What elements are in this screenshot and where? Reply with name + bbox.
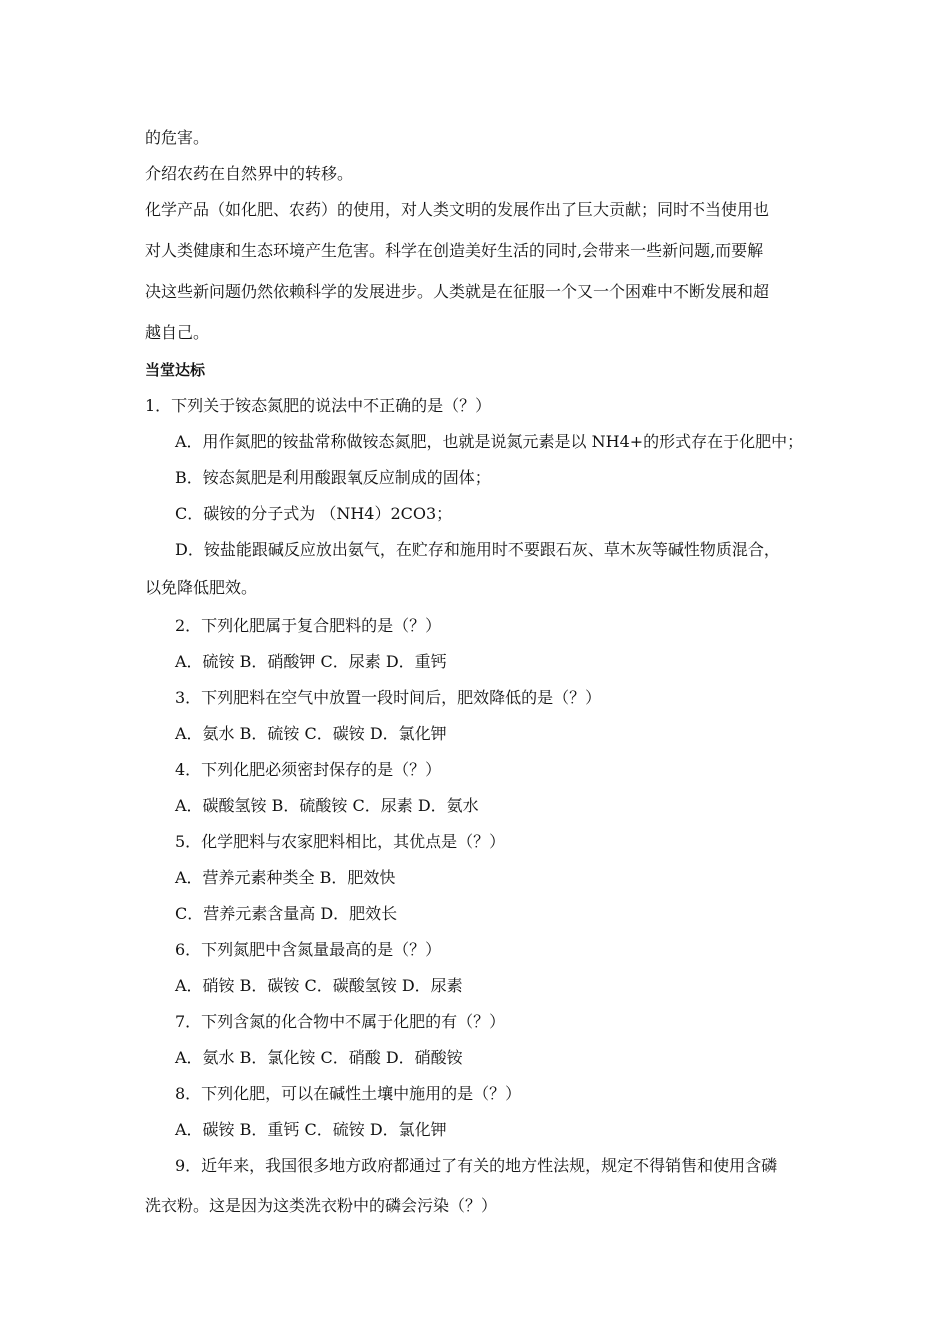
q5-stem: 5．化学肥料与农家肥料相比，其优点是（？） bbox=[175, 832, 506, 851]
q5-options-1: A．营养元素种类全 B．肥效快 bbox=[175, 868, 396, 887]
q9-stem-cont: 洗衣粉。这是因为这类洗衣粉中的磷会污染（？） bbox=[145, 1196, 498, 1215]
paragraph-line-2: 对人类健康和生态环境产生危害。科学在创造美好生活的同时,会带来一些新问题,而要解 bbox=[145, 241, 764, 260]
q2-options: A．硫铵 B．硝酸钾 C．尿素 D．重钙 bbox=[175, 652, 447, 671]
q7-stem: 7．下列含氮的化合物中不属于化肥的有（？） bbox=[175, 1012, 506, 1031]
paragraph-line-3: 决这些新问题仍然依赖科学的发展进步。人类就是在征服一个又一个困难中不断发展和超 bbox=[145, 282, 770, 301]
section-title: 当堂达标 bbox=[145, 361, 206, 379]
paragraph-line-1: 化学产品（如化肥、农药）的使用，对人类文明的发展作出了巨大贡献；同时不当使用也 bbox=[145, 200, 770, 219]
q1-option-b: B．铵态氮肥是利用酸跟氧反应制成的固体； bbox=[175, 468, 491, 487]
q1-option-c: C．碳铵的分子式为 （NH4）2CO3； bbox=[175, 504, 453, 523]
q6-options: A．硝铵 B．碳铵 C．碳酸氢铵 D．尿素 bbox=[175, 976, 463, 995]
q1-stem: 1．下列关于铵态氮肥的说法中不正确的是（？） bbox=[145, 396, 492, 415]
q5-options-2: C．营养元素含量高 D．肥效长 bbox=[175, 904, 398, 923]
q1-option-a: A．用作氮肥的铵盐常称做铵态氮肥，也就是说氮元素是以 NH4+的形式存在于化肥中； bbox=[175, 432, 804, 451]
q1-option-d-cont: 以免降低肥效。 bbox=[145, 578, 258, 597]
q8-options: A．碳铵 B．重钙 C．硫铵 D．氯化钾 bbox=[175, 1120, 447, 1139]
paragraph-line-4: 越自己。 bbox=[145, 323, 210, 342]
q4-stem: 4．下列化肥必须密封保存的是（？） bbox=[175, 760, 442, 779]
q3-options: A．氨水 B．硫铵 C．碳铵 D．氯化钾 bbox=[175, 724, 447, 743]
q6-stem: 6．下列氮肥中含氮量最高的是（？） bbox=[175, 940, 442, 959]
q8-stem: 8．下列化肥，可以在碱性土壤中施用的是（？） bbox=[175, 1084, 522, 1103]
intro-line-1: 的危害。 bbox=[145, 128, 210, 147]
q3-stem: 3．下列肥料在空气中放置一段时间后，肥效降低的是（？） bbox=[175, 688, 602, 707]
q2-stem: 2．下列化肥属于复合肥料的是（？） bbox=[175, 616, 442, 635]
q7-options: A．氨水 B．氯化铵 C．硝酸 D．硝酸铵 bbox=[175, 1048, 463, 1067]
q1-option-d: D．铵盐能跟碱反应放出氨气，在贮存和施用时不要跟石灰、草木灰等碱性物质混合， bbox=[175, 540, 780, 559]
q9-stem: 9．近年来，我国很多地方政府都通过了有关的地方性法规，规定不得销售和使用含磷 bbox=[175, 1156, 778, 1175]
intro-line-2: 介绍农药在自然界中的转移。 bbox=[145, 164, 354, 183]
q4-options: A．碳酸氢铵 B．硫酸铵 C．尿素 D．氨水 bbox=[175, 796, 479, 815]
